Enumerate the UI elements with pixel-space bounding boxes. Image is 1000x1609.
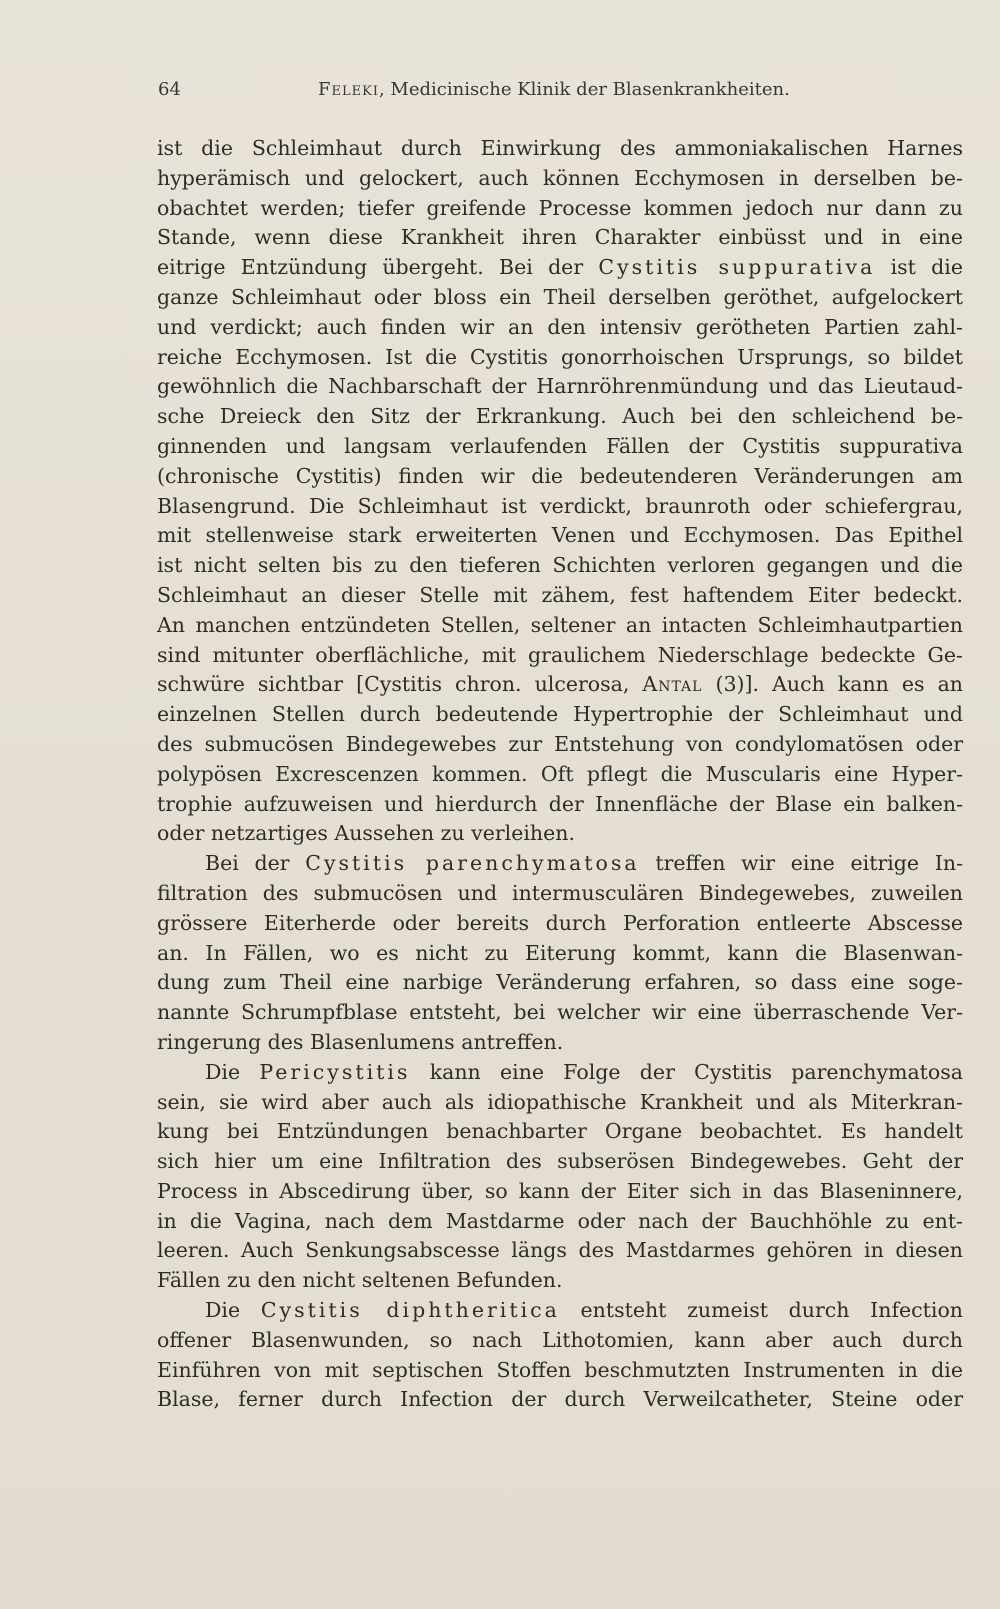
line-text: filtration des submucösen und intermusculären Bindegewebes, zuweilen [157,880,963,905]
text-line [157,134,963,164]
emphasized-term: Cystitis parenchymatosa [305,851,640,876]
book-title: , Medicinische Klinik der Blasenkrankheiten. [378,79,790,100]
line-text: Fällen zu den nicht seltenen Befunden. [157,1268,563,1293]
text-line [157,1117,963,1147]
line-text: sein, sie wird aber auch als idiopathische Krankheit und als Miterkran- [157,1089,963,1114]
text-line [157,372,963,402]
text-line [157,1266,963,1296]
text-line [157,432,963,462]
line-text: offener Blasenwunden, so nach Lithotomien, kann aber auch durch [157,1327,963,1352]
text-line [157,849,963,879]
text-line [157,909,963,939]
text-line [157,641,963,671]
line-text: gewöhnlich die Nachbarschaft der Harnröhrenmündung und das Lieutaud- [157,374,963,399]
text-line [157,670,963,700]
text-line [157,1177,963,1207]
text-line [157,1058,963,1088]
line-text: kung bei Entzündungen benachbarter Organe beobachtet. Es handelt [157,1119,963,1144]
text-line [157,730,963,760]
line-text: kann eine Folge der Cystitis parenchymatosa [410,1059,964,1084]
text-line [157,1088,963,1118]
page-number: 64 [158,79,181,100]
line-text: Blasengrund. Die Schleimhaut ist verdickt, braunroth oder schiefergrau, [157,493,963,518]
line-text: Stande, wenn diese Krankheit ihren Charakter einbüsst und in eine [157,225,963,250]
line-text: Blase, ferner durch Infection der durch Verweilcatheter, Steine oder [157,1387,963,1412]
author-name: Feleki [318,79,379,100]
line-text: Die [205,1059,260,1084]
text-line [157,521,963,551]
line-text: oder netzartiges Aussehen zu verleihen. [157,821,575,846]
line-text: eitrige Entzündung übergeht. Bei der [157,255,599,280]
text-line [157,283,963,313]
text-line [157,968,963,998]
line-text: obachtet werden; tiefer greifende Processe kommen jedoch nur dann zu [157,195,963,220]
text-line [157,223,963,253]
line-text: reiche Ecchymosen. Ist die Cystitis gonorrhoischen Ursprungs, so bildet [157,344,963,369]
line-text: (chronische Cystitis) finden wir die bedeutenderen Veränderungen am [157,463,963,488]
text-line [157,611,963,641]
line-text: polypösen Excrescenzen kommen. Oft pflegt die Muscularis eine Hyper- [157,761,963,786]
line-text: dung zum Theil eine narbige Veränderung erfahren, so dass eine soge- [157,970,963,995]
line-text: an. In Fällen, wo es nicht zu Eiterung kommt, kann die Blasenwan- [157,940,963,965]
text-line [157,819,963,849]
line-text: ringerung des Blasenlumens antreffen. [157,1029,564,1054]
line-text: An manchen entzündeten Stellen, seltener an intacten Schleimhautpartien [157,612,963,637]
line-text: ginnenden und langsam verlaufenden Fällen der Cystitis suppurativa [157,433,963,458]
line-text: trophie aufzuweisen und hierdurch der Innenfläche der Blase ein balken- [157,791,963,816]
line-text: nannte Schrumpfblase entsteht, bei welcher wir eine überraschende Ver- [157,1000,963,1025]
text-line [157,551,963,581]
line-text: einzelnen Stellen durch bedeutende Hypertrophie der Schleimhaut und [157,702,963,727]
line-text: des submucösen Bindegewebes zur Entstehung von condylomatösen oder [157,731,963,756]
emphasized-term: Pericystitis [259,1059,411,1084]
text-line [157,164,963,194]
text-line [157,402,963,432]
text-line [157,1207,963,1237]
line-text: und verdickt; auch finden wir an den intensiv gerötheten Partien zahl- [157,314,963,339]
line-text: grössere Eiterherde oder bereits durch Perforation entleerte Abscesse [157,910,963,935]
text-line [157,760,963,790]
line-text: schwüre sichtbar [Cystitis chron. ulcerosa, [157,672,643,697]
line-text: sich hier um eine Infiltration des subserösen Bindegewebes. Geht der [157,1149,963,1174]
text-line [157,462,963,492]
line-text: ist die Schleimhaut durch Einwirkung des ammoniakalischen Harnes [157,136,963,160]
text-line [157,1296,963,1326]
line-text: ganze Schleimhaut oder bloss ein Theil derselben geröthet, aufgelockert [157,284,963,309]
line-text: sind mitunter oberflächliche, mit graulichem Niederschlage bedeckte Ge- [157,642,963,667]
text-line [157,1236,963,1266]
text-line [157,700,963,730]
text-line [157,1028,963,1058]
text-line [157,998,963,1028]
line-text: Process in Abscedirung über, so kann der Eiter sich in das Blaseninnere, [157,1178,963,1203]
emphasized-term: Cystitis suppurativa [598,255,876,280]
line-text: Schleimhaut an dieser Stelle mit zähem, fest haftendem Eiter bedeckt. [157,582,963,607]
text-line [157,1356,963,1386]
text-line [157,492,963,522]
text-line [157,1326,963,1356]
body-text [157,134,963,1415]
line-text: Die [205,1298,261,1323]
emphasized-term: Cystitis diphtheritica [260,1298,560,1323]
text-line [157,1147,963,1177]
text-line [157,343,963,373]
line-text: hyperämisch und gelockert, auch können Ecchymosen in derselben be- [157,165,963,190]
line-text: (3)]. Auch kann es an [702,672,964,697]
line-text: Einführen von mit septischen Stoffen beschmutzten Instrumenten in die [157,1357,963,1382]
line-text: Bei der [205,851,306,876]
line-text: entsteht zumeist durch Infection [559,1298,964,1323]
text-line [157,313,963,343]
line-text: ist die [875,255,963,280]
line-text: in die Vagina, nach dem Mastdarme oder nach der Bauchhöhle zu ent- [157,1208,963,1233]
cited-author: Antal [642,672,703,697]
line-text: mit stellenweise stark erweiterten Venen und Ecchymosen. Das Epithel [157,523,963,548]
text-line [157,939,963,969]
text-line [157,879,963,909]
running-title [318,78,790,102]
line-text: ist nicht selten bis zu den tieferen Schichten verloren gegangen und die [157,553,963,578]
text-line [157,1385,963,1415]
text-line [157,194,963,224]
text-line [157,790,963,820]
line-text: leeren. Auch Senkungsabscesse längs des Mastdarmes gehören in diesen [157,1238,963,1263]
line-text: treffen wir eine eitrige In- [639,851,964,876]
line-text: sche Dreieck den Sitz der Erkrankung. Auch bei den schleichend be- [157,404,963,429]
text-line [157,253,963,283]
text-line [157,581,963,611]
